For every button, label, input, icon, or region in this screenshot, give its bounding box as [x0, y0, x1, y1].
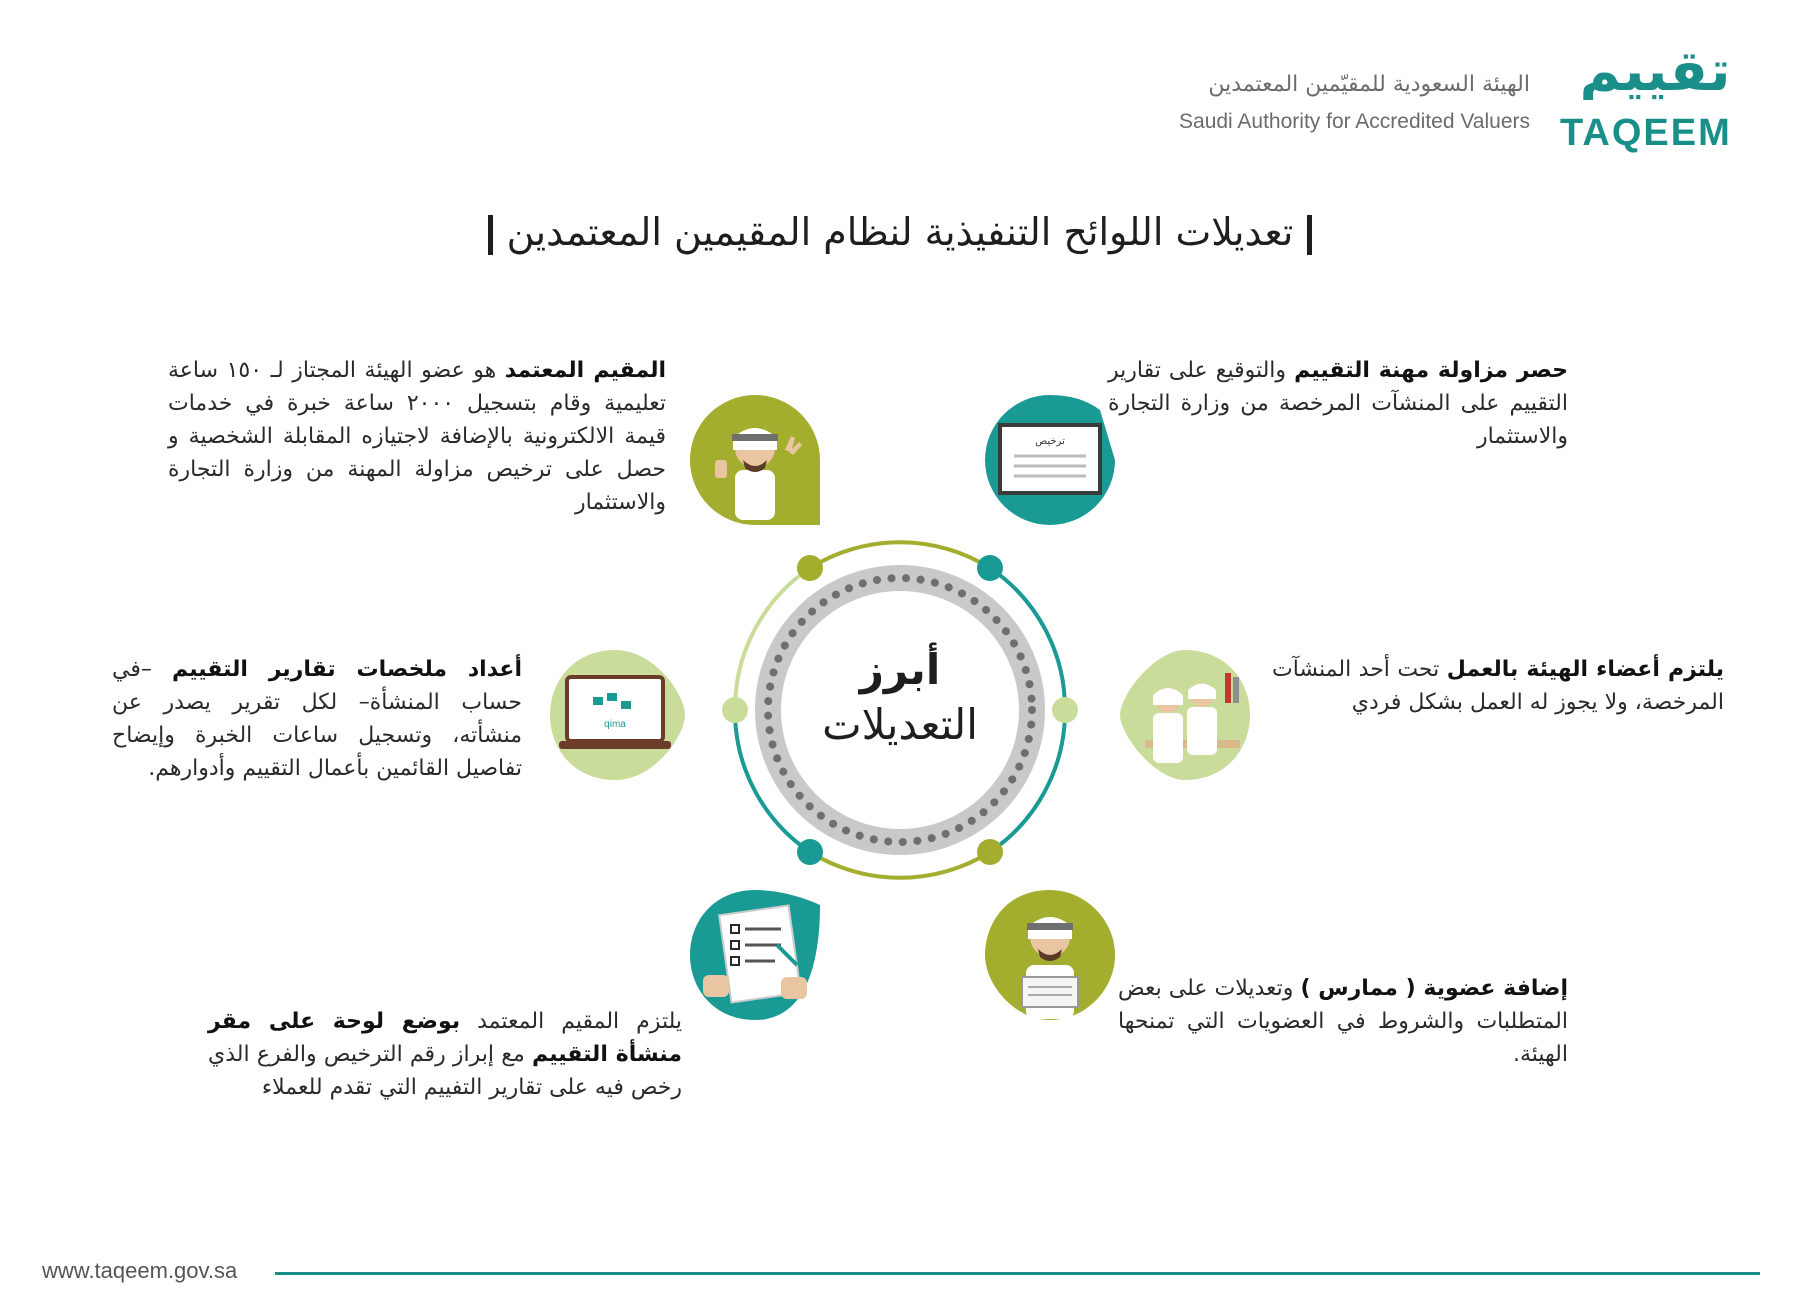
- item-members-work-text: تحت أحد المنشآت المرخصة، ولا يجوز له العمل بشكل فردي: [1272, 657, 1724, 715]
- org-name-arabic: الهيئة السعودية للمقيّمين المعتمدين: [1208, 72, 1530, 97]
- license-icon: [980, 390, 1120, 530]
- item-practitioner-membership-text: وتعديلات على بعض المتطلبات والشروط في العضويات التي تمنحها الهيئة.: [1118, 976, 1568, 1067]
- laptop-icon: [545, 645, 685, 785]
- item-office-sign: [208, 1005, 682, 1104]
- item-report-summaries: [112, 653, 522, 785]
- item-office-sign-text: مع إبراز رقم الترخيص والفرع الذي رخص فيه على تقارير التفييم التي تقدم للعملاء: [208, 1042, 682, 1100]
- logo-english-text: TAQEEM: [1560, 112, 1732, 154]
- license-icon-label: ترخيص: [1035, 436, 1065, 447]
- title-bar-left: [488, 215, 493, 255]
- footer-website-link[interactable]: www.taqeem.gov.sa: [42, 1258, 238, 1283]
- item-members-work: [1272, 653, 1724, 719]
- node-top-left: [797, 555, 823, 581]
- node-bottom-left: [797, 839, 823, 865]
- laptop-icon-label: qima: [604, 719, 626, 730]
- footer-divider: [275, 1272, 1760, 1275]
- two-members-icon: [1115, 645, 1255, 785]
- item-practitioner-membership-title: إضافة عضوية ( ممارس ): [1300, 976, 1568, 1001]
- item-practice-restriction-text: والتوقيع على تقارير التقييم على المنشآت المرخصة من وزارة التجارة والاستثمار: [1108, 358, 1568, 449]
- taqeem-logo: [1560, 40, 1750, 100]
- checklist-icon: [685, 885, 825, 1025]
- item-practitioner-membership: [1118, 972, 1568, 1071]
- item-practice-restriction-title: حصر مزاولة مهنة التقييم: [1294, 358, 1569, 383]
- item-accredited-valuer-title: المقيم المعتمد: [504, 358, 667, 383]
- page-title: [460, 210, 1340, 255]
- item-office-sign-pre: يلتزم المقيم المعتمد: [460, 1009, 682, 1034]
- arc-top: [810, 542, 990, 568]
- node-top-right: [977, 555, 1003, 581]
- title-bar-right: [1307, 215, 1312, 255]
- item-accredited-valuer-text: هو عضو الهيئة المجتاز لـ ١٥٠ ساعة تعليمية وقام بتسجيل ٢٠٠٠ ساعة خبرة في خدمات قيمة الالكترونية بالإضافة لاجتيازه المقابلة الشخصية و حصل على ترخيص مزاولة المهنة من وزارة التجارة والاستثمار: [168, 358, 666, 515]
- membership-icon: [980, 885, 1120, 1025]
- page-title-text: تعديلات اللوائح التنفيذية لنظام المقيمين المعتمدين: [506, 210, 1294, 254]
- item-members-work-title: يلتزم أعضاء الهيئة بالعمل: [1446, 657, 1724, 682]
- org-name-english: Saudi Authority for Accredited Valuers: [1179, 110, 1530, 133]
- arc-bottom: [810, 852, 990, 878]
- item-practice-restriction: [1108, 354, 1568, 453]
- accredited-valuer-icon: [685, 390, 825, 530]
- item-report-summaries-title: أعداد ملخصات تقارير التقييم: [172, 657, 522, 682]
- node-bottom-right: [977, 839, 1003, 865]
- item-office-sign-title: بوضع لوحة على مقر منشأة التقييم: [208, 1009, 683, 1067]
- item-accredited-valuer: [168, 354, 666, 519]
- center-title-line1: أبرز: [859, 645, 941, 694]
- item-report-summaries-text: –في حساب المنشأة– لكل تقرير يصدر عن منشأته، وتسجيل ساعات الخبرة وإيضاح تفاصيل القائمين بأعمال التقييم وأدوارهم.: [112, 657, 522, 781]
- center-title-line2: التعديلات: [822, 700, 978, 749]
- node-right: [1052, 697, 1078, 723]
- logo-arabic-text: تقييم: [1579, 40, 1731, 100]
- node-left: [722, 697, 748, 723]
